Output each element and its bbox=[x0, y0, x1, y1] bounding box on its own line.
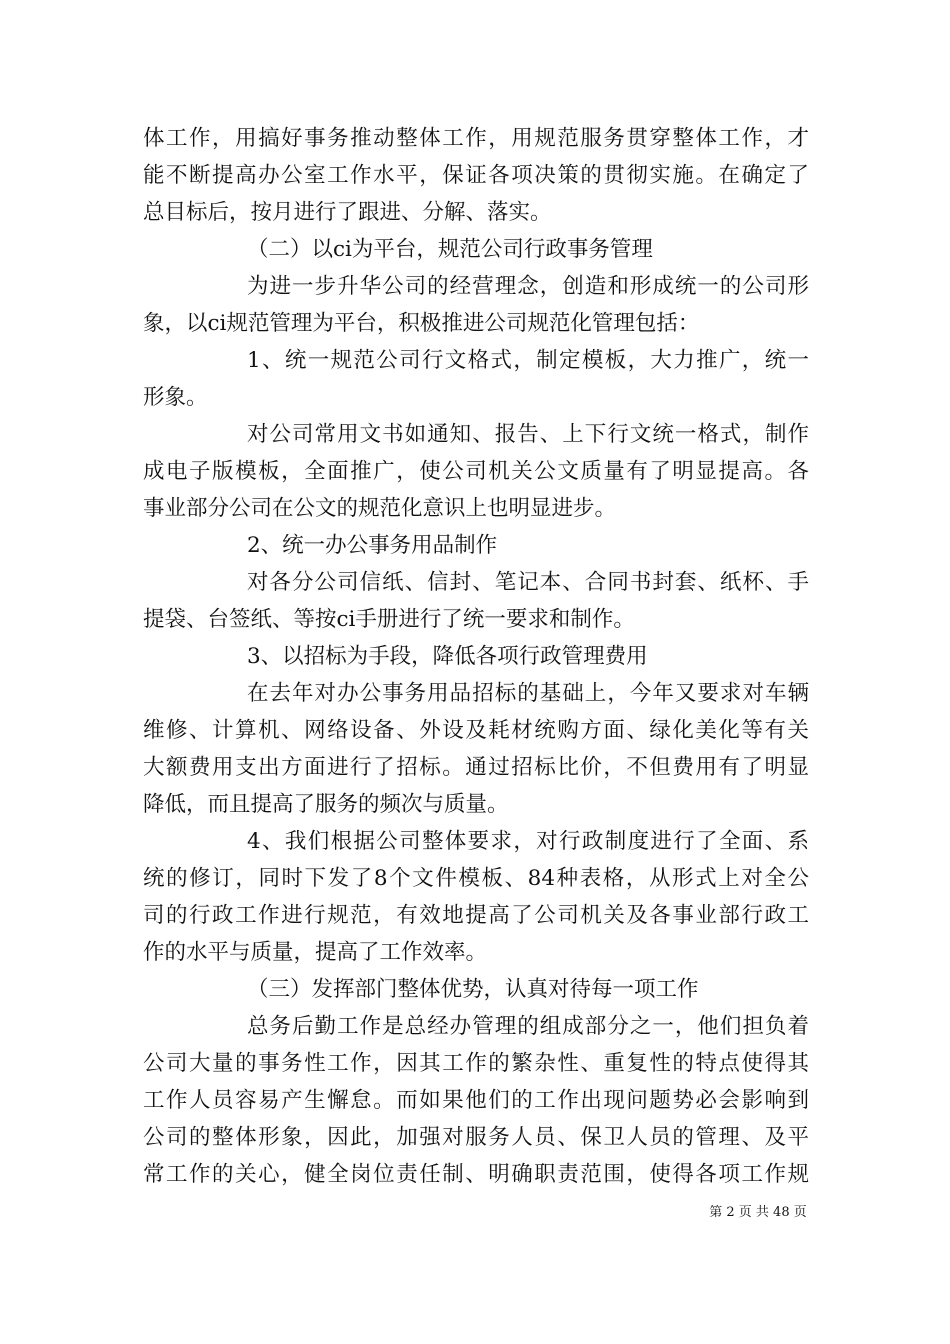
text-line: （二）以ci为平台，规范公司行政事务管理 bbox=[247, 237, 653, 262]
text-line: 降低，而且提高了服务的频次与质量。 bbox=[143, 792, 509, 817]
page-number-label: 第 2 页 共 48 页 bbox=[709, 1205, 807, 1220]
text-line: 工作人员容易产生懈怠。而如果他们的工作出现问题势必会影响到 bbox=[143, 1088, 809, 1113]
text-line: 能不断提高办公室工作水平，保证各项决策的贯彻实施。在确定了 bbox=[143, 163, 809, 188]
text-line: 事业部分公司在公文的规范化意识上也明显进步。 bbox=[143, 496, 617, 521]
text-line: 作的水平与质量，提高了工作效率。 bbox=[143, 940, 488, 965]
page-footer bbox=[0, 1204, 950, 1222]
text-line: 形象。 bbox=[143, 385, 208, 410]
text-line: 统的修订，同时下发了8个文件模板、84种表格，从形式上对全公 bbox=[143, 866, 809, 891]
text-line: 3、以招标为手段，降低各项行政管理费用 bbox=[247, 644, 648, 669]
text-line: 公司的整体形象，因此，加强对服务人员、保卫人员的管理、及平 bbox=[143, 1125, 809, 1150]
document-body bbox=[143, 120, 809, 1193]
text-line: 体工作，用搞好事务推动整体工作，用规范服务贯穿整体工作，才 bbox=[143, 126, 809, 151]
text-line: 2、统一办公事务用品制作 bbox=[247, 533, 498, 558]
text-line: 常工作的关心，健全岗位责任制、明确职责范围，使得各项工作规 bbox=[143, 1162, 809, 1187]
text-line: 对各分公司信纸、信封、笔记本、合同书封套、纸杯、手 bbox=[247, 570, 809, 595]
text-line: 大额费用支出方面进行了招标。通过招标比价，不但费用有了明显 bbox=[143, 755, 809, 780]
text-line: 对公司常用文书如通知、报告、上下行文统一格式，制作 bbox=[247, 422, 809, 447]
text-line: 维修、计算机、网络设备、外设及耗材统购方面、绿化美化等有关 bbox=[143, 718, 809, 743]
text-line: 总务后勤工作是总经办管理的组成部分之一，他们担负着 bbox=[247, 1014, 809, 1039]
text-line: 象，以ci规范管理为平台，积极推进公司规范化管理包括： bbox=[143, 311, 700, 336]
text-line: 总目标后，按月进行了跟进、分解、落实。 bbox=[143, 200, 552, 225]
text-line: 公司大量的事务性工作，因其工作的繁杂性、重复性的特点使得其 bbox=[143, 1051, 809, 1076]
text-line: 成电子版模板，全面推广，使公司机关公文质量有了明显提高。各 bbox=[143, 459, 809, 484]
text-line: 4、我们根据公司整体要求，对行政制度进行了全面、系 bbox=[247, 829, 809, 854]
text-line: 在去年对办公事务用品招标的基础上，今年又要求对车辆 bbox=[247, 681, 809, 706]
text-line: 司的行政工作进行规范，有效地提高了公司机关及各事业部行政工 bbox=[143, 903, 809, 928]
text-line: （三）发挥部门整体优势，认真对待每一项工作 bbox=[247, 977, 699, 1002]
text-line: 为进一步升华公司的经营理念，创造和形成统一的公司形 bbox=[247, 274, 809, 299]
text-line: 1、统一规范公司行文格式，制定模板，大力推广，统一 bbox=[247, 348, 809, 373]
text-line: 提袋、台签纸、等按ci手册进行了统一要求和制作。 bbox=[143, 607, 635, 632]
